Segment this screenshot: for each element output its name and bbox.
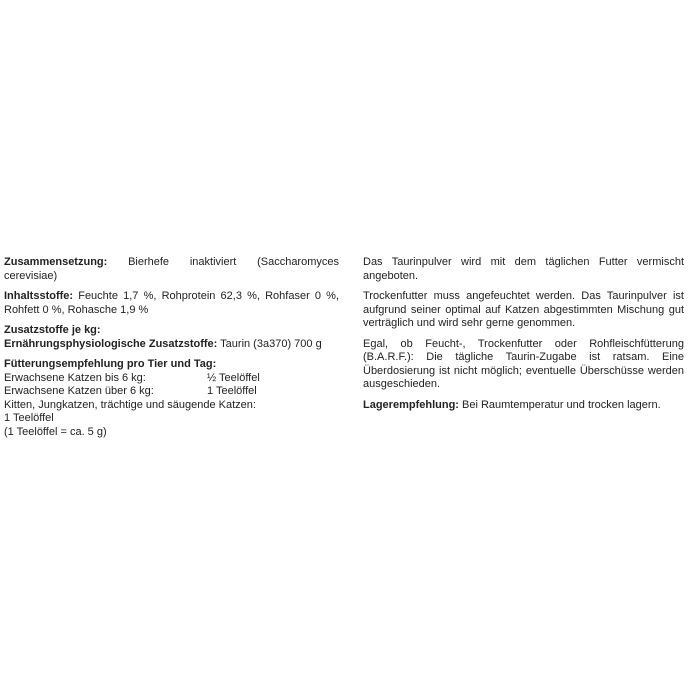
composition-label: Zusammensetzung: bbox=[4, 256, 108, 268]
additives-heading-text: Zusatzstoffe je kg: bbox=[4, 324, 101, 336]
constituents-text: Feuchte 1,7 %, Rohprotein 62,3 %, Rohfaser 0 %, Rohfett 0 %, Rohasche 1,9 % bbox=[4, 290, 339, 316]
mixing-paragraph: Das Taurinpulver wird mit dem täglichen Futter vermischt angeboten. bbox=[363, 256, 684, 282]
constituents-paragraph bbox=[4, 290, 339, 317]
feeding-note: (1 Teelöffel = ca. 5 g) bbox=[4, 425, 107, 438]
feeding-row-who: Erwachsene Katzen über 6 kg: bbox=[4, 385, 154, 397]
additives-paragraph bbox=[4, 338, 339, 352]
feeding-kittens-label: Kitten, Jungkatzen, trächtige und säugende Katzen: bbox=[4, 398, 256, 411]
feeding-kittens-amount: 1 Teelöffel bbox=[4, 412, 54, 424]
feeding-heading bbox=[4, 358, 339, 372]
additives-text: Taurin (3a370) 700 g bbox=[217, 337, 322, 350]
composition-paragraph bbox=[4, 256, 339, 283]
feeding-row bbox=[4, 385, 339, 399]
storage-label: Lagerempfehlung: bbox=[363, 398, 459, 411]
feeding-row-who: Erwachsene Katzen bis 6 kg: bbox=[4, 371, 146, 384]
feeding-type-paragraph: Egal, ob Feucht-, Trockenfutter oder Rohfleischfütterung (B.A.R.F.): Die tägliche Taurin-Zugabe ist ratsam. Eine Überdosierung ist nicht möglich; eventuelle Überschüsse werden ausgeschieden. bbox=[363, 337, 684, 390]
additives-heading bbox=[4, 324, 339, 338]
feeding-row-amount: ½ Teelöffel bbox=[207, 371, 260, 384]
right-column bbox=[363, 256, 684, 419]
feeding-row-amount: 1 Teelöffel bbox=[207, 385, 257, 397]
dry-food-paragraph: Trockenfutter muss angefeuchtet werden. Das Taurinpulver ist aufgrund seiner optimal auf Katzen abgestimmten Mischung gut verträglich und wird sehr gerne genommen. bbox=[363, 290, 684, 329]
feeding-block bbox=[4, 358, 339, 439]
composition-text: Bierhefe inaktiviert (Saccharomyces cerevisiae) bbox=[4, 256, 339, 282]
additives-block bbox=[4, 324, 339, 351]
constituents-label: Inhaltsstoffe: bbox=[4, 290, 74, 302]
storage-paragraph bbox=[363, 399, 684, 413]
left-column bbox=[4, 256, 339, 446]
feeding-row bbox=[4, 372, 339, 386]
storage-text: Bei Raumtemperatur und trocken lagern. bbox=[458, 398, 661, 411]
feeding-heading-text: Fütterungsempfehlung pro Tier und Tag: bbox=[4, 358, 217, 370]
additives-label: Ernährungsphysiologische Zusatzstoffe: bbox=[4, 337, 218, 350]
